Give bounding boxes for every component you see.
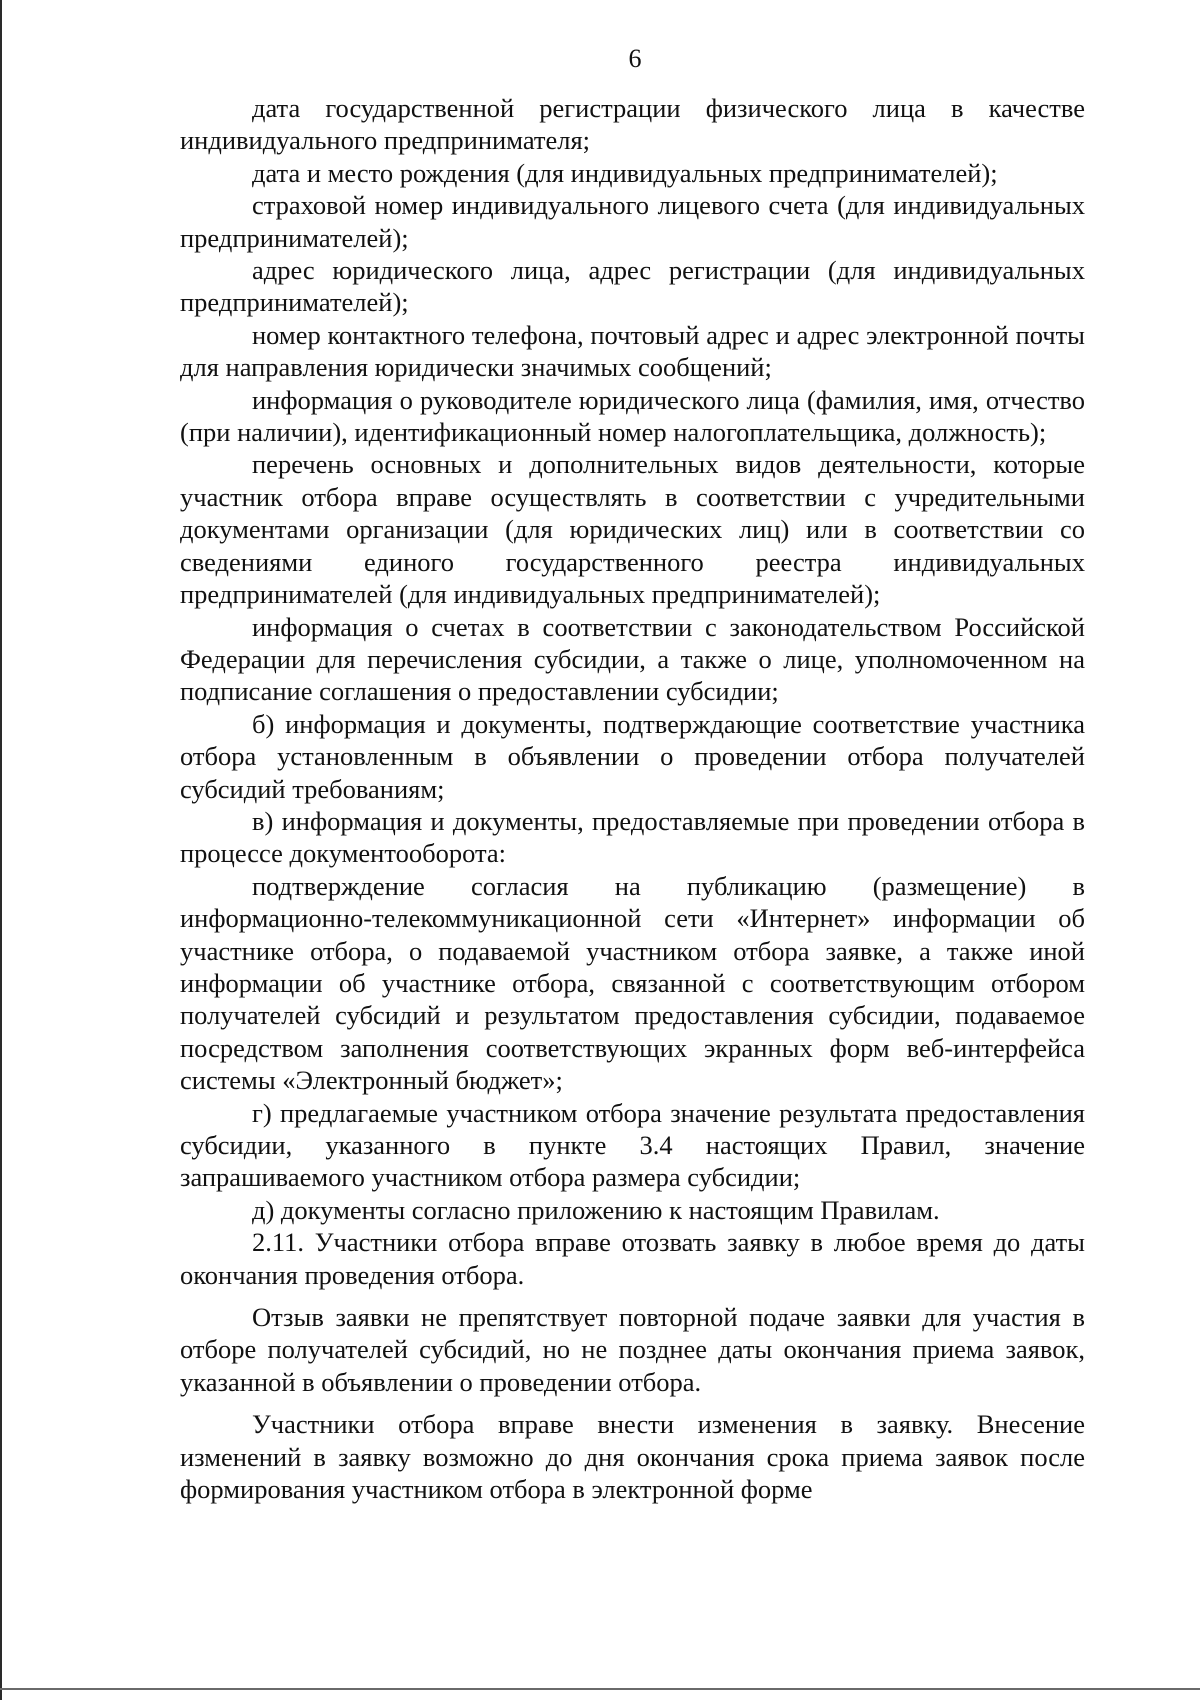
paragraph-changes: Участники отбора вправе внести изменения в заявку. Внесение изменений в заявку возможно до дня окончания срока приема заявок после формирования участником отбора в электронной форме xyxy=(180,1409,1085,1505)
paragraph-item-d: д) документы согласно приложению к настоящим Правилам. xyxy=(252,1194,940,1225)
paragraph-birth-date-place: дата и место рождения (для индивидуальных предпринимателей); xyxy=(252,157,998,188)
page-number: 6 xyxy=(628,44,642,73)
paragraph-insurance-number: страховой номер индивидуального лицевого счета (для индивидуальных предпринимателей); xyxy=(180,190,1085,253)
scan-edge-bottom xyxy=(0,1688,1200,1690)
paragraph-item-g: г) предлагаемые участником отбора значение результата предоставления субсидии, указанного в пункте 3.4 настоящих Правил, значение запрашиваемого участником отбора размера субсидии; xyxy=(180,1097,1085,1193)
paragraph-registration-date: дата государственной регистрации физического лица в качестве индивидуального предпринимателя; xyxy=(180,93,1085,156)
paragraph-accounts: информация о счетах в соответствии с законодательством Российской Федерации для перечисления субсидии, а также о лице, уполномоченном на подписание соглашения о предоставлении субсидии; xyxy=(180,611,1085,707)
paragraph-withdrawal: Отзыв заявки не препятствует повторной подаче заявки для участия в отборе получателей субсидий, но не позднее даты окончания приема заявок, указанной в объявлении о проведении отбора. xyxy=(180,1302,1085,1397)
paragraph-item-b: б) информация и документы, подтверждающие соответствие участника отбора установленным в объявлении о проведении отбора получателей субсидий требованиям; xyxy=(180,708,1085,804)
paragraph-publication-consent: подтверждение согласия на публикацию (размещение) в информационно-телекоммуникационной сети «Интернет» информации об участнике отбора, о подаваемой участником отбора заявке, а также иной информации об участнике отбора, связанной с соответствующим отбором получателей субсидий и результатом предоставления субсидии, подаваемое посредством заполнения соответствующих экранных форм веб-интерфейса системы «Электронный бюджет»; xyxy=(180,870,1085,1096)
document-body xyxy=(180,92,1085,1505)
paragraph-address: адрес юридического лица, адрес регистрации (для индивидуальных предпринимателей); xyxy=(180,255,1085,318)
paragraph-2-11: 2.11. Участники отбора вправе отозвать заявку в любое время до даты окончания проведения отбора. xyxy=(180,1227,1085,1290)
paragraph-head-info: информация о руководителе юридического лица (фамилия, имя, отчество (при наличии), идентификационный номер налогоплательщика, должность); xyxy=(180,384,1085,448)
scan-edge-left xyxy=(0,0,2,1700)
paragraph-item-v: в) информация и документы, предоставляемые при проведении отбора в процессе документооборота: xyxy=(180,805,1085,869)
paragraph-contacts: номер контактного телефона, почтовый адрес и адрес электронной почты для направления юридически значимых сообщений; xyxy=(180,319,1085,383)
paragraph-activities: перечень основных и дополнительных видов деятельности, которые участник отбора вправе осуществлять в соответствии с учредительными документами организации (для юридических лиц) или в соответствии со сведениями единого государственного реестра индивидуальных предпринимателей (для индивидуальных предпринимателей); xyxy=(180,449,1085,610)
